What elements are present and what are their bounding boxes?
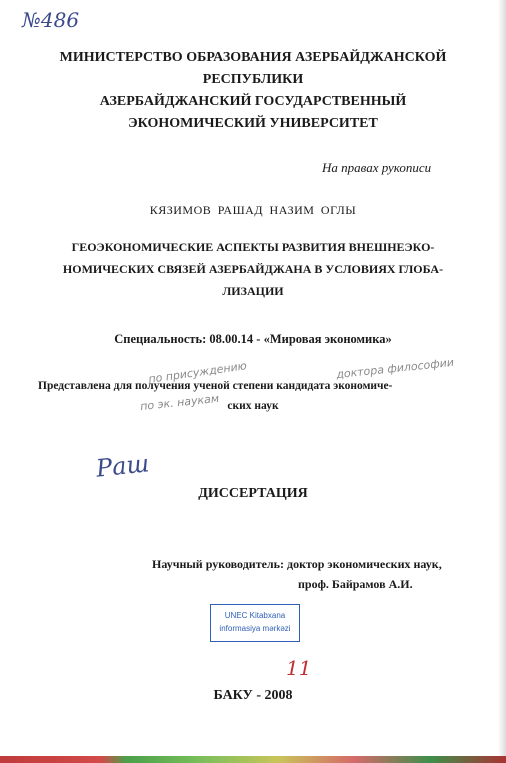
signature: Раш: [94, 449, 151, 483]
supervisor-line-1: Научный руководитель: доктор экономических наук,: [152, 557, 442, 571]
document-type: ДИССЕРТАЦИЯ: [198, 486, 308, 501]
title-line-2: НОМИЧЕСКИХ СВЯЗЕЙ АЗЕРБАЙДЖАНА В УСЛОВИЯХ ГЛОБА-: [62, 262, 444, 276]
presented-line-1: Представлена для получения ученой степени кандидата экономиче-: [38, 380, 393, 392]
ministry-line-1: МИНИСТЕРСТВО ОБРАЗОВАНИЯ АЗЕРБАЙДЖАНСКОЙ: [59, 50, 447, 65]
specialty: Специальность: 08.00.14 - «Мировая экономика»: [114, 332, 392, 346]
rights-note: На правах рукописи: [322, 160, 432, 175]
library-stamp: [210, 604, 300, 642]
page-mark: 11: [286, 656, 312, 680]
stamp-line-1: UNEC Kitabxana: [224, 611, 286, 620]
pencil-note-2: доктора философии: [335, 355, 455, 382]
author-name: КЯЗИМОВ РАШАД НАЗИМ ОГЛЫ: [149, 203, 357, 217]
pencil-note-1: по присуждению: [147, 359, 248, 386]
title-line-1: ГЕОЭКОНОМИЧЕСКИЕ АСПЕКТЫ РАЗВИТИЯ ВНЕШНЕЭКО-: [71, 240, 435, 254]
city-year: БАКУ - 2008: [213, 688, 293, 703]
background-strip: [0, 756, 506, 763]
inventory-number: №486: [22, 8, 80, 32]
supervisor-line-2: проф. Байрамов А.И.: [298, 577, 413, 591]
pencil-note-3: по эк. наукам: [139, 391, 220, 414]
university-line-2: ЭКОНОМИЧЕСКИЙ УНИВЕРСИТЕТ: [128, 116, 378, 131]
presented-line-2: ских наук: [227, 400, 279, 412]
ministry-line-2: РЕСПУБЛИКИ: [202, 72, 304, 87]
title-line-3: ЛИЗАЦИИ: [222, 284, 284, 298]
stamp-line-2: informasiya mərkəzi: [219, 624, 291, 633]
page-edge-shadow: [498, 0, 506, 763]
university-line-1: АЗЕРБАЙДЖАНСКИЙ ГОСУДАРСТВЕННЫЙ: [99, 94, 407, 109]
